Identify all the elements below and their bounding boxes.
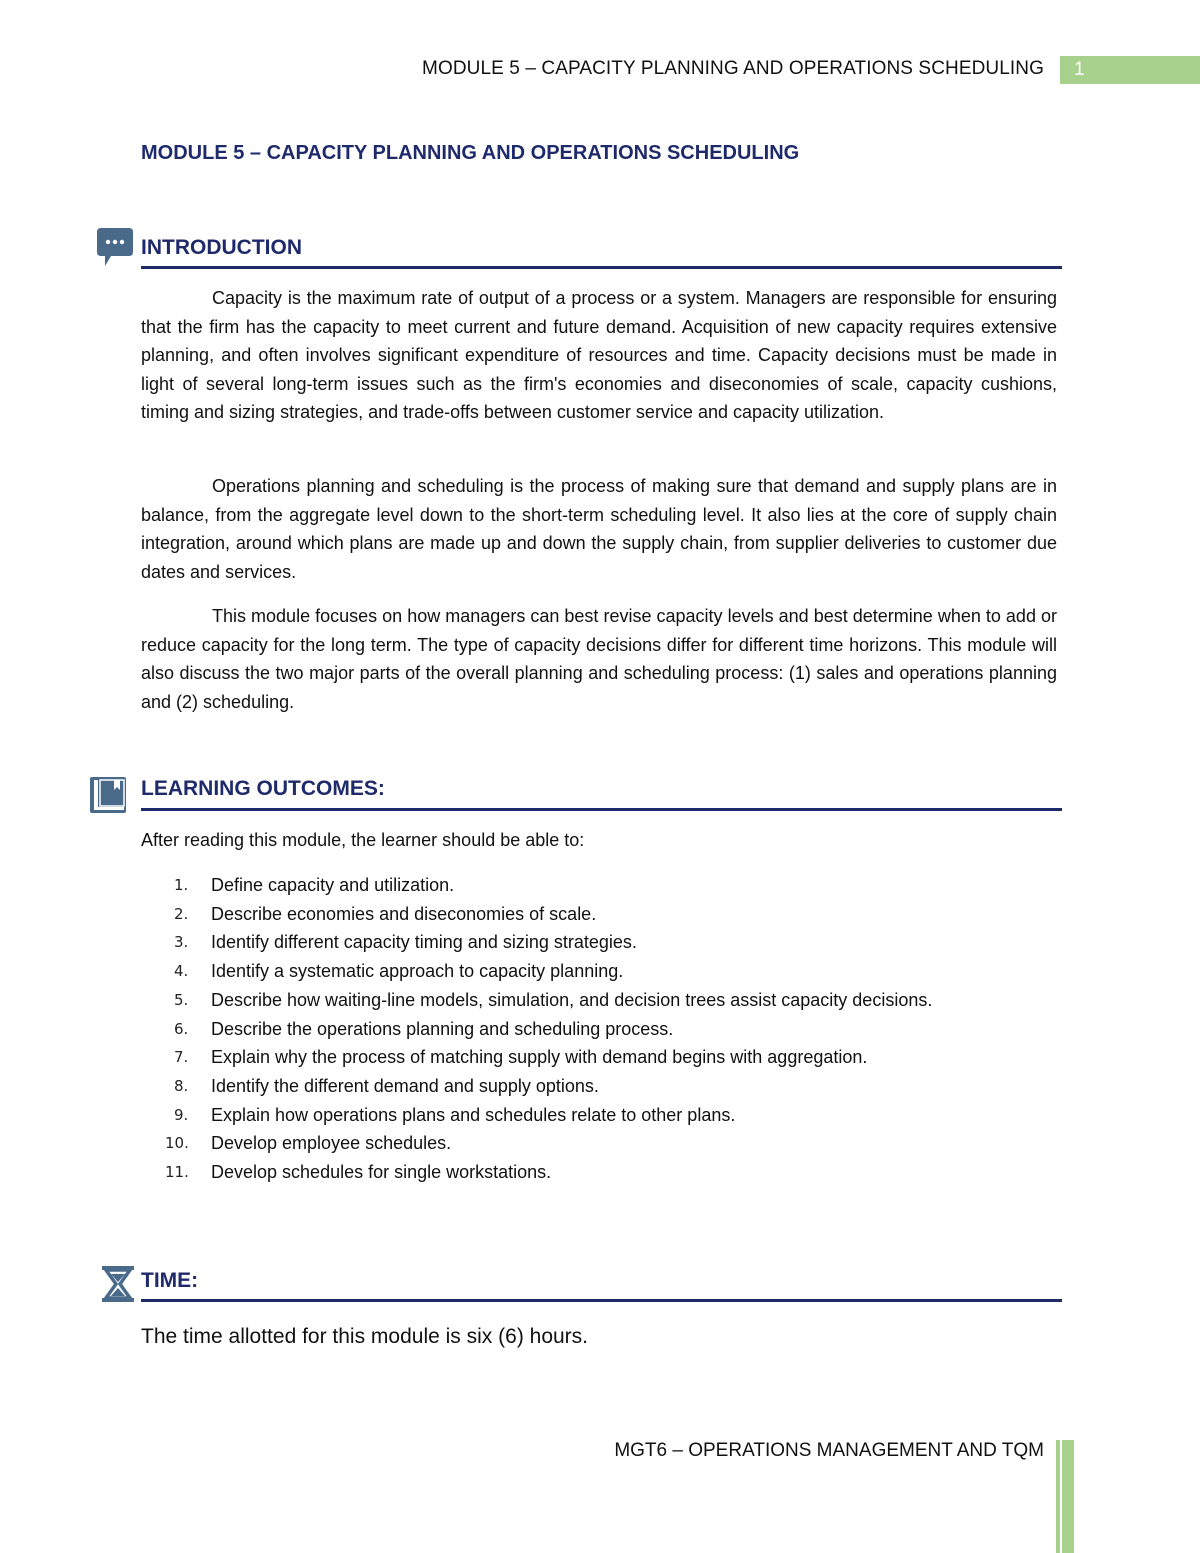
list-item-number: 2. bbox=[174, 904, 189, 923]
learning-outcomes-rule bbox=[141, 808, 1062, 811]
list-item-number: 8. bbox=[174, 1076, 189, 1095]
list-item-text: Define capacity and utilization. bbox=[211, 875, 455, 895]
introduction-paragraph-3: This module focuses on how managers can best revise capacity levels and best determine when to add or reduce capacity for the long term. The type of capacity decisions differ for different time horizons. This module will also discuss the two major parts of the overall planning and scheduling process: (1) sales and operations planning and (2) scheduling. bbox=[141, 606, 1057, 712]
list-item-text: Explain why the process of matching supply with demand begins with aggregation. bbox=[211, 1047, 868, 1068]
list-item-number: 4. bbox=[174, 962, 189, 981]
learning-outcomes-lead: After reading this module, the learner should be able to: bbox=[141, 830, 585, 850]
list-item-number: 3. bbox=[174, 933, 189, 952]
list-item-text: Identify different capacity timing and sizing strategies. bbox=[211, 932, 637, 953]
list-item bbox=[141, 1015, 1041, 1044]
footer-accent-bar bbox=[1060, 1440, 1074, 1553]
learning-outcomes-heading: LEARNING OUTCOMES: bbox=[141, 777, 385, 800]
list-item-text: Develop schedules for single workstations. bbox=[211, 1162, 552, 1183]
list-item bbox=[141, 957, 1041, 986]
list-item bbox=[141, 900, 1041, 929]
introduction-paragraph-1: Capacity is the maximum rate of output of a process or a system. Managers are responsible for ensuring that the firm has the capacity to meet current and future demand. Acquisition of new capacity requires extensive planning, and often involves significant expenditure of resources and time. Capacity decisions must be made in light of several long-term issues such as the firm's economies and diseconomies of scale, capacity cushions, timing and sizing strategies, and trade-offs between customer service and capacity utilization. bbox=[141, 288, 1057, 423]
list-item-text: Develop employee schedules. bbox=[211, 1133, 452, 1154]
list-item-number: 6. bbox=[174, 1019, 189, 1038]
list-item-number: 9. bbox=[174, 1105, 189, 1124]
list-item bbox=[141, 1158, 1041, 1187]
introduction-paragraph-2: Operations planning and scheduling is the process of making sure that demand and supply plans are in balance, from the aggregate level down to the short-term scheduling level. It also lies at the core of supply chain integration, around which plans are made up and down the supply chain, from supplier deliveries to customer due dates and services. bbox=[141, 476, 1057, 582]
hourglass-icon bbox=[100, 1264, 136, 1304]
list-item bbox=[141, 871, 1041, 900]
list-item-number: 1. bbox=[174, 876, 189, 894]
list-item-text: Describe economies and diseconomies of scale. bbox=[211, 903, 597, 924]
list-item bbox=[141, 1072, 1041, 1101]
time-heading: TIME: bbox=[141, 1269, 199, 1292]
list-item-text: Identify the different demand and supply options. bbox=[211, 1075, 599, 1096]
speech-bubble-icon bbox=[95, 226, 135, 268]
learning-outcomes-list bbox=[141, 871, 1041, 1187]
list-item bbox=[141, 986, 1041, 1015]
list-item-text: Identify a systematic approach to capacity planning. bbox=[211, 961, 624, 982]
page-number: 1 bbox=[1060, 56, 1200, 84]
document-title: MODULE 5 – CAPACITY PLANNING AND OPERATIONS SCHEDULING bbox=[141, 142, 800, 164]
list-item-text: Explain how operations plans and schedules relate to other plans. bbox=[211, 1104, 736, 1125]
list-item bbox=[141, 1129, 1041, 1158]
list-item-number: 7. bbox=[174, 1048, 189, 1067]
introduction-rule bbox=[141, 266, 1062, 269]
list-item-number: 5. bbox=[174, 990, 189, 1009]
book-icon bbox=[88, 775, 128, 815]
time-allotment-text: The time allotted for this module is six (6) hours. bbox=[141, 1325, 589, 1348]
time-rule bbox=[141, 1299, 1062, 1302]
list-item bbox=[141, 1043, 1041, 1072]
list-item-text: Describe the operations planning and scheduling process. bbox=[211, 1018, 674, 1039]
running-header-title: MODULE 5 – CAPACITY PLANNING AND OPERATIONS SCHEDULING bbox=[422, 58, 1044, 79]
list-item-number: 11. bbox=[165, 1163, 189, 1182]
list-item bbox=[141, 928, 1041, 957]
list-item-text: Describe how waiting-line models, simulation, and decision trees assist capacity decisions. bbox=[211, 989, 933, 1010]
introduction-heading: INTRODUCTION bbox=[141, 236, 302, 259]
list-item bbox=[141, 1101, 1041, 1130]
list-item-number: 10. bbox=[165, 1134, 189, 1153]
running-footer-title: MGT6 – OPERATIONS MANAGEMENT AND TQM bbox=[614, 1440, 1044, 1461]
